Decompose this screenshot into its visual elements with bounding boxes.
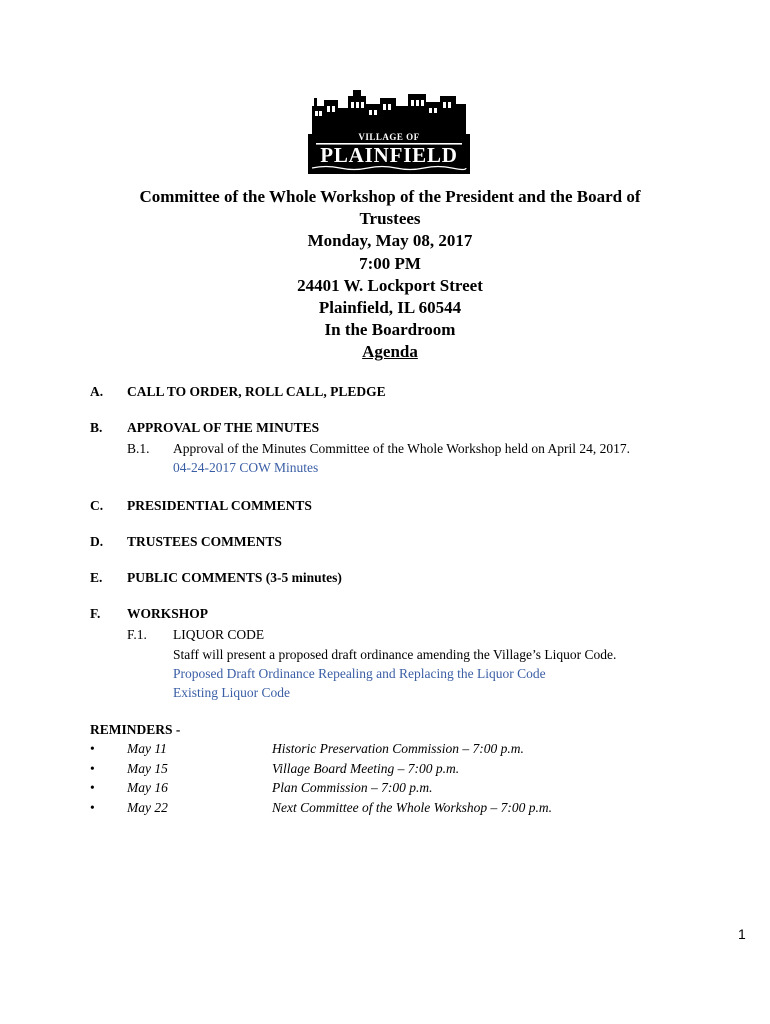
- section-letter: C.: [90, 498, 104, 513]
- meeting-room: In the Boardroom: [324, 320, 456, 340]
- section-letter: D.: [90, 534, 104, 549]
- bullet: •: [90, 761, 95, 776]
- meeting-city: Plainfield, IL 60544: [318, 298, 462, 318]
- section-heading: PUBLIC COMMENTS (3-5 minutes): [127, 570, 342, 585]
- reminder-item: [90, 780, 690, 798]
- item-number: F.1.: [127, 627, 147, 642]
- item-description: Approval of the Minutes Committee of the Whole Workshop held on April 24, 2017.: [173, 441, 630, 456]
- draft-ordinance-link[interactable]: Proposed Draft Ordinance Repealing and Replacing the Liquor Code: [173, 666, 546, 681]
- reminder-event: Next Committee of the Whole Workshop – 7:00 p.m.: [272, 800, 552, 815]
- section-heading: WORKSHOP: [127, 606, 209, 621]
- agenda-label: Agenda: [362, 342, 418, 362]
- logo-line1: VILLAGE OF: [358, 132, 420, 142]
- reminder-date: May 22: [127, 800, 168, 815]
- item-description: Staff will present a proposed draft ordinance amending the Village’s Liquor Code.: [173, 647, 617, 662]
- section-letter: B.: [90, 420, 103, 435]
- minutes-link[interactable]: 04-24-2017 COW Minutes: [173, 460, 319, 475]
- reminder-date: May 11: [127, 741, 167, 756]
- bullet: •: [90, 741, 95, 756]
- bullet: •: [90, 800, 95, 815]
- section-letter: F.: [90, 606, 101, 621]
- section-heading: APPROVAL OF THE MINUTES: [127, 420, 320, 435]
- reminder-item: [90, 761, 690, 779]
- section-letter: E.: [90, 570, 103, 585]
- village-of-plainfield-logo: [306, 86, 472, 174]
- existing-liquor-code-link[interactable]: Existing Liquor Code: [173, 685, 290, 700]
- meeting-time: 7:00 PM: [359, 253, 421, 273]
- reminder-event: Village Board Meeting – 7:00 p.m.: [272, 761, 460, 776]
- reminder-item: [90, 741, 690, 759]
- reminder-date: May 15: [127, 761, 168, 776]
- bullet: •: [90, 780, 95, 795]
- title-line: Committee of the Whole Workshop of the President and the Board of: [139, 187, 641, 206]
- page-number: 1: [738, 926, 746, 942]
- section-heading: TRUSTEES COMMENTS: [127, 534, 282, 549]
- logo-line2: PLAINFIELD: [320, 143, 458, 167]
- meeting-date: Monday, May 08, 2017: [307, 231, 473, 251]
- meeting-title-block: [90, 186, 690, 364]
- section-letter: A.: [90, 384, 104, 399]
- reminder-date: May 16: [127, 780, 168, 795]
- section-heading: CALL TO ORDER, ROLL CALL, PLEDGE: [127, 384, 386, 399]
- reminders-heading: REMINDERS -: [90, 722, 181, 737]
- section-heading: PRESIDENTIAL COMMENTS: [127, 498, 312, 513]
- item-title: LIQUOR CODE: [173, 627, 265, 642]
- reminder-event: Plan Commission – 7:00 p.m.: [272, 780, 433, 795]
- title-line: Trustees: [359, 209, 421, 229]
- reminder-event: Historic Preservation Commission – 7:00 p.m.: [272, 741, 524, 756]
- meeting-address: 24401 W. Lockport Street: [297, 275, 483, 295]
- item-number: B.1.: [127, 441, 150, 456]
- reminder-item: [90, 800, 690, 818]
